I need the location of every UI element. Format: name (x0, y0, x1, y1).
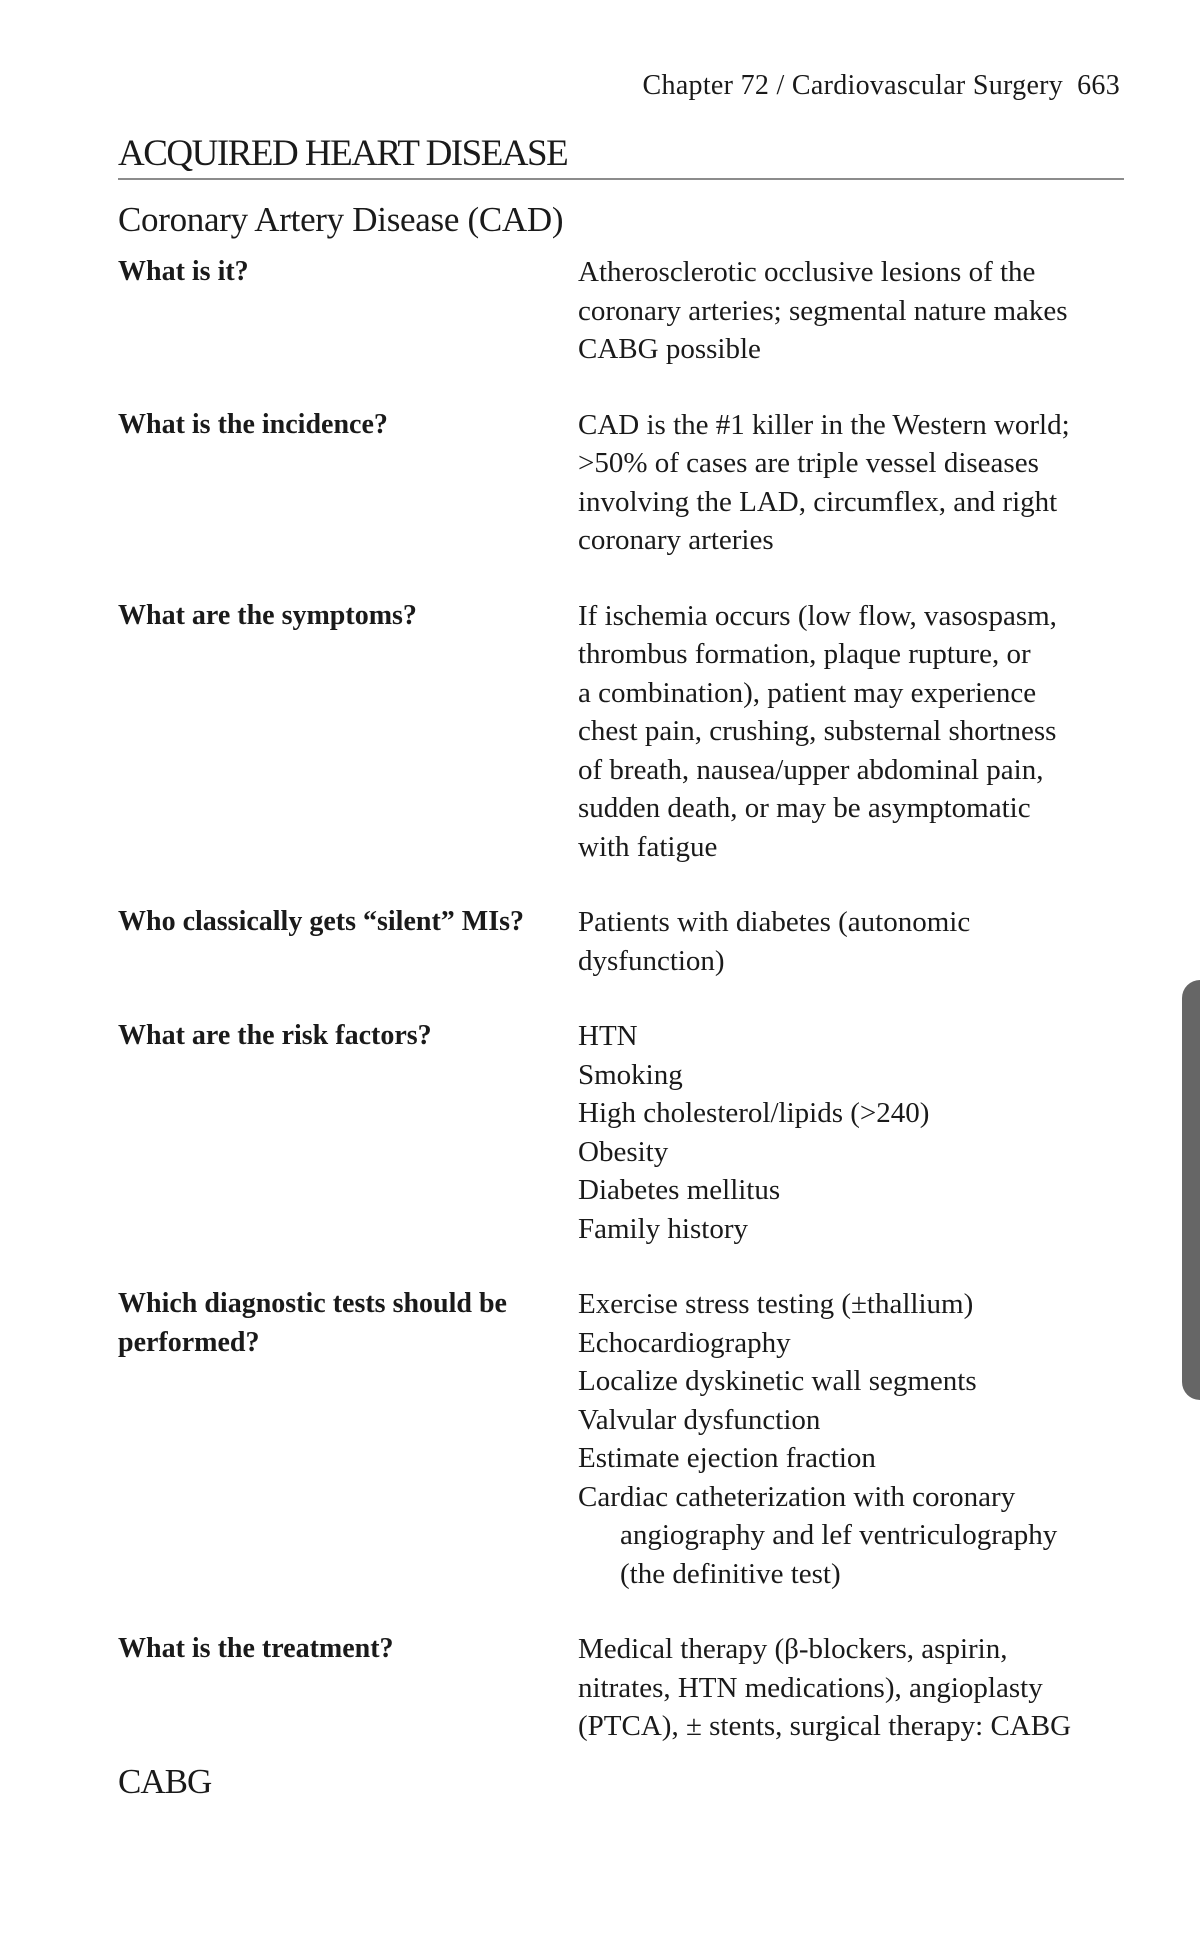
answer-line: Echocardiography (578, 1326, 791, 1359)
subsection-heading: Coronary Artery Disease (CAD) (118, 200, 564, 239)
answer-line: Valvular dysfunction (578, 1403, 821, 1436)
question: Which diagnostic tests should be performed? (118, 1288, 507, 1358)
question: What is it? (118, 256, 249, 287)
qa-row-risk-factors (118, 1017, 1128, 1248)
answer-line: Atherosclerotic occlusive lesions of the (578, 256, 1036, 288)
qa-list (118, 253, 1128, 1746)
answer-line: >50% of cases are triple vessel diseases (578, 447, 1039, 479)
answer-line: Diabetes mellitus (578, 1174, 781, 1206)
answer-line: HTN (578, 1020, 638, 1052)
answer-line: thrombus formation, plaque rupture, or (578, 638, 1031, 670)
answer-line: If ischemia occurs (low flow, vasospasm, (578, 599, 1057, 632)
question: What are the risk factors? (118, 1020, 432, 1051)
answer-line: Estimate ejection fraction (578, 1442, 876, 1474)
running-title: Chapter 72 / Cardiovascular Surgery (642, 70, 1064, 101)
answer-line: High cholesterol/lipids (>240) (578, 1097, 930, 1129)
answer (578, 253, 1128, 369)
answer-line: Medical therapy (β-blockers, aspirin, (578, 1633, 1008, 1665)
answer-line: with fatigue (578, 830, 718, 863)
answer-line: (the definitive test) (620, 1557, 841, 1590)
section-divider (118, 178, 1124, 180)
question: What is the incidence? (118, 408, 388, 440)
answer-line: Exercise stress testing (±thallium) (578, 1288, 974, 1320)
answer-line: (PTCA), ± stents, surgical therapy: CABG (578, 1710, 1072, 1742)
answer-line: Family history (578, 1212, 748, 1245)
answer-line: Cardiac catheterization with coronary (578, 1480, 1016, 1513)
qa-row-incidence (118, 406, 1128, 560)
qa-row-symptoms (118, 597, 1128, 867)
qa-row-treatment (118, 1630, 1128, 1746)
answer-line: coronary arteries; segmental nature makes (578, 294, 1068, 327)
section-heading: ACQUIRED HEART DISEASE (118, 133, 568, 174)
answer-line: a combination), patient may experience (578, 676, 1037, 709)
answer-line: angiography and lef ventriculography (620, 1519, 1058, 1551)
answer (578, 1017, 1128, 1248)
answer (578, 903, 1128, 980)
answer-line: chest pain, crushing, substernal shortness (578, 715, 1057, 747)
running-header (643, 70, 1120, 102)
question: What are the symptoms? (118, 599, 417, 631)
qa-row-diagnostic-tests (118, 1285, 1128, 1593)
qa-row-silent-mi (118, 903, 1128, 980)
question: What is the treatment? (118, 1633, 394, 1664)
answer (578, 1630, 1128, 1746)
answer-line: involving the LAD, circumflex, and right (578, 485, 1058, 518)
question: Who classically gets “silent” MIs? (118, 906, 524, 937)
answer-line: of breath, nausea/upper abdominal pain, (578, 753, 1044, 786)
answer-line: Patients with diabetes (autonomic (578, 906, 971, 938)
qa-row-what-is-it (118, 253, 1128, 369)
answer-line: Smoking (578, 1058, 683, 1091)
answer-line: Obesity (578, 1135, 669, 1168)
page-number: 663 (1077, 70, 1120, 101)
answer (578, 597, 1128, 867)
answer-line: CAD is the #1 killer in the Western world; (578, 408, 1070, 441)
chapter-thumb-tab (1182, 980, 1200, 1400)
answer-line: nitrates, HTN medications), angioplasty (578, 1671, 1043, 1704)
answer-line: dysfunction) (578, 944, 725, 977)
cabg-heading: CABG (118, 1762, 212, 1801)
answer (578, 1285, 1128, 1593)
answer (578, 406, 1128, 560)
answer-line: sudden death, or may be asymptomatic (578, 792, 1031, 824)
answer-line: coronary arteries (578, 524, 774, 556)
answer-line: CABG possible (578, 333, 761, 365)
answer-line: Localize dyskinetic wall segments (578, 1365, 977, 1397)
